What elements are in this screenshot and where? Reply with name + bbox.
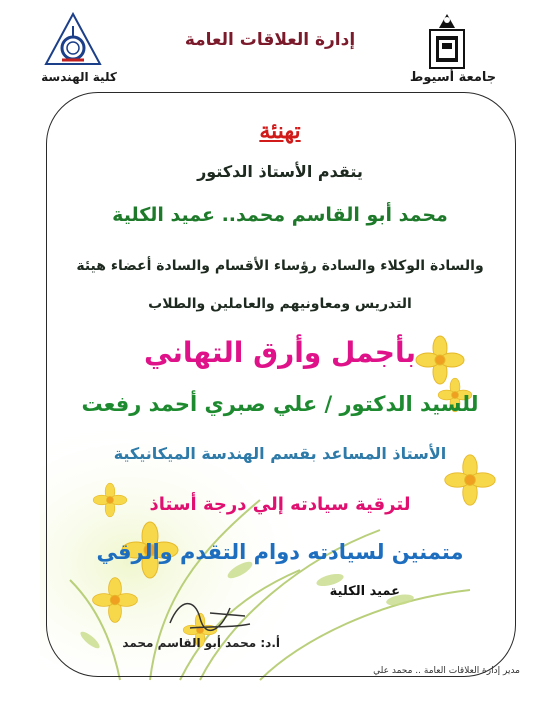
signatory-name: أ.د: محمد أبو القاسم محمد	[122, 636, 280, 650]
handwritten-signature	[150, 588, 270, 638]
congratulations-heading: تهنئة	[259, 118, 301, 144]
faculty-of-engineering-logo	[44, 12, 102, 66]
promotion-line: لترقية سيادته إلي درجة أستاذ	[149, 494, 411, 515]
honoree-title: الأستاذ المساعد بقسم الهندسة الميكانيكية	[113, 444, 447, 463]
dean-line: محمد أبو القاسم محمد.. عميد الكلية	[112, 204, 448, 226]
faculty-name: كلية الهندسة	[41, 70, 117, 84]
wish-line: متمنين لسيادته دوام التقدم والرقي	[96, 540, 464, 564]
department-title: إدارة العلاقات العامة	[184, 30, 356, 50]
footer-note: مدير إدارة العلاقات العامة .. محمد علي	[373, 666, 520, 676]
university-name: جامعة أسيوط	[409, 70, 497, 85]
honoree-name: للسيد الدكتور / علي صبري أحمد رفعت	[81, 392, 479, 416]
staff-line-2: التدريس ومعاونيهم والعاملين والطلاب	[148, 296, 412, 312]
intro-line: يتقدم الأستاذ الدكتور	[197, 162, 363, 181]
assiut-university-logo	[428, 12, 466, 70]
staff-line-1: والسادة الوكلاء والسادة رؤساء الأقسام والسادة أعضاء هيئة	[76, 258, 484, 274]
signature-role: عميد الكلية	[329, 584, 400, 599]
best-wishes-line: بأجمل وأرق التهاني	[143, 336, 416, 369]
